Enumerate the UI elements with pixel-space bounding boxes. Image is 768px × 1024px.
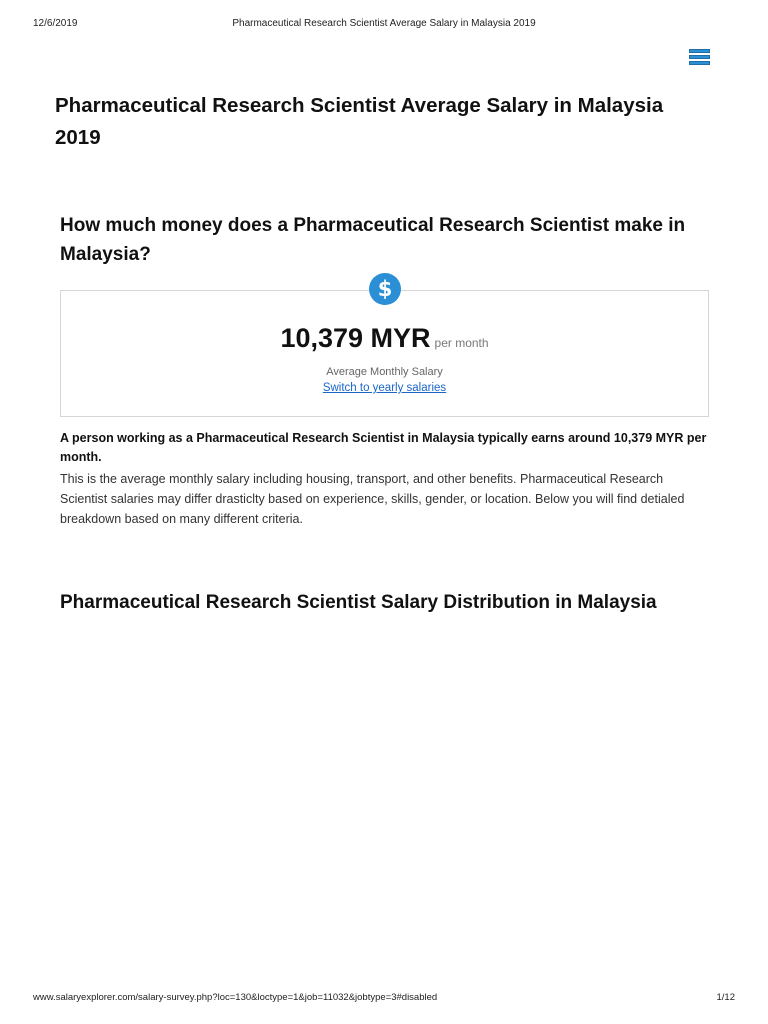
switch-yearly-link[interactable]: Switch to yearly salaries [322,382,447,394]
summary-body: This is the average monthly salary including housing, transport, and other benefits. Pharmaceutical Research Scientist salaries may differ drasticlty based on experience, skills, gender, or location. Below you will find detialed breakdown based on many different criteria. [60,472,685,526]
money-section-heading: How much money does a Pharmaceutical Research Scientist make in Malaysia? [60,215,686,265]
menu-bar [689,55,710,59]
menu-bar [689,61,710,65]
hamburger-menu-icon[interactable] [689,49,710,67]
print-page-number: 1/12 [716,992,735,1003]
salary-period: per month [434,336,489,350]
print-date: 12/6/2019 [33,18,78,29]
print-title: Pharmaceutical Research Scientist Average Salary in Malaysia 2019 [232,18,536,29]
salary-amount: 10,379 MYR [280,323,431,353]
menu-bar [689,49,710,53]
summary-lead: A person working as a Pharmaceutical Research Scientist in Malaysia typically earns around 10,379 MYR per month. [60,431,707,464]
salary-value [60,323,709,354]
page-title: Pharmaceutical Research Scientist Average Salary in Malaysia 2019 [55,94,664,149]
dollar-icon: $ [369,273,401,305]
salary-switch [60,382,709,394]
salary-caption: Average Monthly Salary [326,366,443,378]
distribution-heading: Pharmaceutical Research Scientist Salary Distribution in Malaysia [60,592,657,613]
print-url: www.salaryexplorer.com/salary-survey.php?loc=130&loctype=1&job=11032&jobtype=3#disabled [33,992,438,1003]
